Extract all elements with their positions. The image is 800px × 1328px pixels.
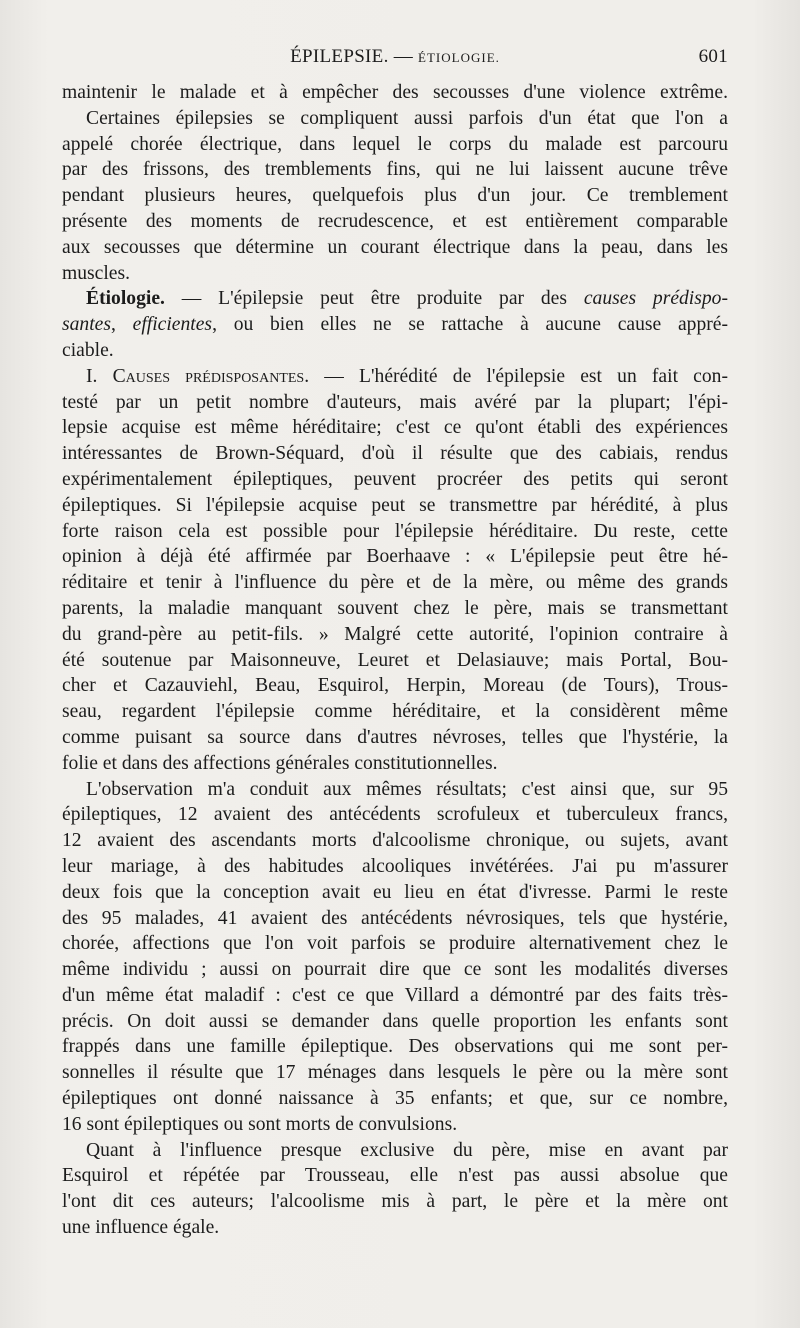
text-run: — L'épilepsie peut être produite par des [164,288,584,310]
text-run: . — L'hérédité de l'épilepsie est un fait con- [304,365,728,387]
text-run: I. [86,365,113,387]
text-run: , [110,314,133,336]
running-header [62,46,728,76]
text-line: Quant à l'influence presque exclusive du père, mise en avant par [86,1139,728,1161]
text-line: épileptiques. Si l'épilepsie acquise peut se transmettre par hérédité, à plus [62,494,728,516]
page-number: 601 [698,46,728,67]
text-line: L'observation m'a conduit aux mêmes résultats; c'est ainsi que, sur 95 [86,778,728,800]
text-line: l'ont dit ces auteurs; l'alcoolisme mis à part, le père et la mère ont [62,1191,728,1213]
text-line: Esquirol et répétée par Trousseau, elle n'est pas aussi absolue que [62,1165,728,1187]
text-line: d'un même état maladif : c'est ce que Villard a démontré par des faits très- [62,984,728,1006]
text-line: forte raison cela est possible pour l'épilepsie héréditaire. Du reste, cette [62,520,728,542]
text-line: deux fois que la conception avait eu lieu en état d'ivresse. Parmi le reste [62,881,728,903]
text-line: muscles. [62,262,131,284]
text-line: folie et dans des affections générales constitutionnelles. [62,752,498,774]
text-line: frappés dans une famille épileptique. Des observations qui me sont per- [62,1036,728,1058]
text-line: parents, la maladie manquant souvent chez le père, mais se transmettant [62,597,728,619]
text-run-italic: efficientes [132,314,213,336]
text-line: réditaire et tenir à l'influence du père et de la mère, ou même des grands [62,572,728,594]
text-line: lepsie acquise est même héréditaire; c'est ce qu'ont établi des expériences [62,417,728,439]
text-line: maintenir le malade et à empêcher des secousses d'une violence extrême. [62,82,728,103]
text-line: ciable. [62,339,114,361]
text-line: épileptiques ont donné naissance à 35 enfants; et que, sur ce nombre, [62,1088,728,1110]
running-title [62,46,728,68]
text-line: été soutenue par Maisonneuve, Leuret et Delasiauve; mais Portal, Bou- [62,649,728,671]
text-line [62,286,728,312]
text-line: opinion à déjà été affirmée par Boerhaave : « L'épilepsie peut être hé- [62,546,728,568]
subsection-heading: Causes prédisposantes [112,365,305,387]
text-line: expérimentalement épileptiques, peuvent procréer des petits qui seront [62,468,728,490]
running-title-main: ÉPILEPSIE. — [290,46,419,67]
text-line: précis. On doit aussi se demander dans quelle proportion les enfants sont [62,1010,728,1032]
text-line: Certaines épilepsies se compliquent aussi parfois d'un état que l'on a [86,107,728,129]
text-line: par des frissons, des tremblements fins, qui ne lui laissent aucune trêve [62,159,728,181]
text-line: appelé chorée électrique, dans lequel le corps du malade est parcouru [62,133,728,155]
text-line: leur mariage, à des habitudes alcooliques invétérées. J'ai pu m'assurer [62,855,728,877]
text-line: même individu ; aussi on pourrait dire que ce sont les modalités diverses [62,959,728,981]
text-line: sonnelles il résulte que 17 ménages dans lesquels le père ou la mère sont [62,1062,728,1084]
text-line: seau, regardent l'épilepsie comme héréditaire, et la considèrent même [62,701,728,723]
text-line: 12 avaient des ascendants morts d'alcoolisme chronique, ou sujets, avant [62,830,728,852]
text-line: intéressantes de Brown-Séquard, d'où il résulte que des cabiais, rendus [62,443,728,465]
text-line: cher et Cazauviehl, Beau, Esquirol, Herpin, Moreau (de Tours), Trous- [62,675,728,697]
section-heading: Étiologie. [86,288,165,310]
text-line: 16 sont épileptiques ou sont morts de convulsions. [62,1113,458,1135]
text-run-italic: causes prédispo- [583,288,728,310]
text-line [62,364,728,390]
text-line: pendant plusieurs heures, quelquefois plus d'un jour. Ce tremblement [62,185,728,207]
text-line [62,312,728,338]
text-line: une influence égale. [62,1217,220,1239]
text-line: aux secousses que détermine un courant électrique dans la peau, dans les [62,236,728,258]
text-line: comme puisant sa source dans d'autres névroses, telles que l'hystérie, la [62,726,728,748]
text-run: , ou bien elles ne se rattache à aucune cause appré- [212,314,729,336]
text-line: du grand-père au petit-fils. » Malgré cette autorité, l'opinion contraire à [62,623,728,645]
text-line: chorée, affections que l'on voit parfois se produire alternativement chez le [62,933,728,955]
text-run-italic: santes [62,314,111,336]
body-text [62,80,728,1241]
text-line: des 95 malades, 41 avaient des antécédents névrosiques, tels que hystérie, [62,907,728,929]
text-line: épileptiques, 12 avaient des antécédents scrofuleux et tuberculeux francs, [62,804,728,826]
text-line: testé par un petit nombre d'auteurs, mais avéré par la plupart; l'épi- [62,391,728,413]
text-line: présente des moments de recrudescence, et est entièrement comparable [62,210,728,232]
running-title-sub: ÉTIOLOGIE. [418,50,500,65]
